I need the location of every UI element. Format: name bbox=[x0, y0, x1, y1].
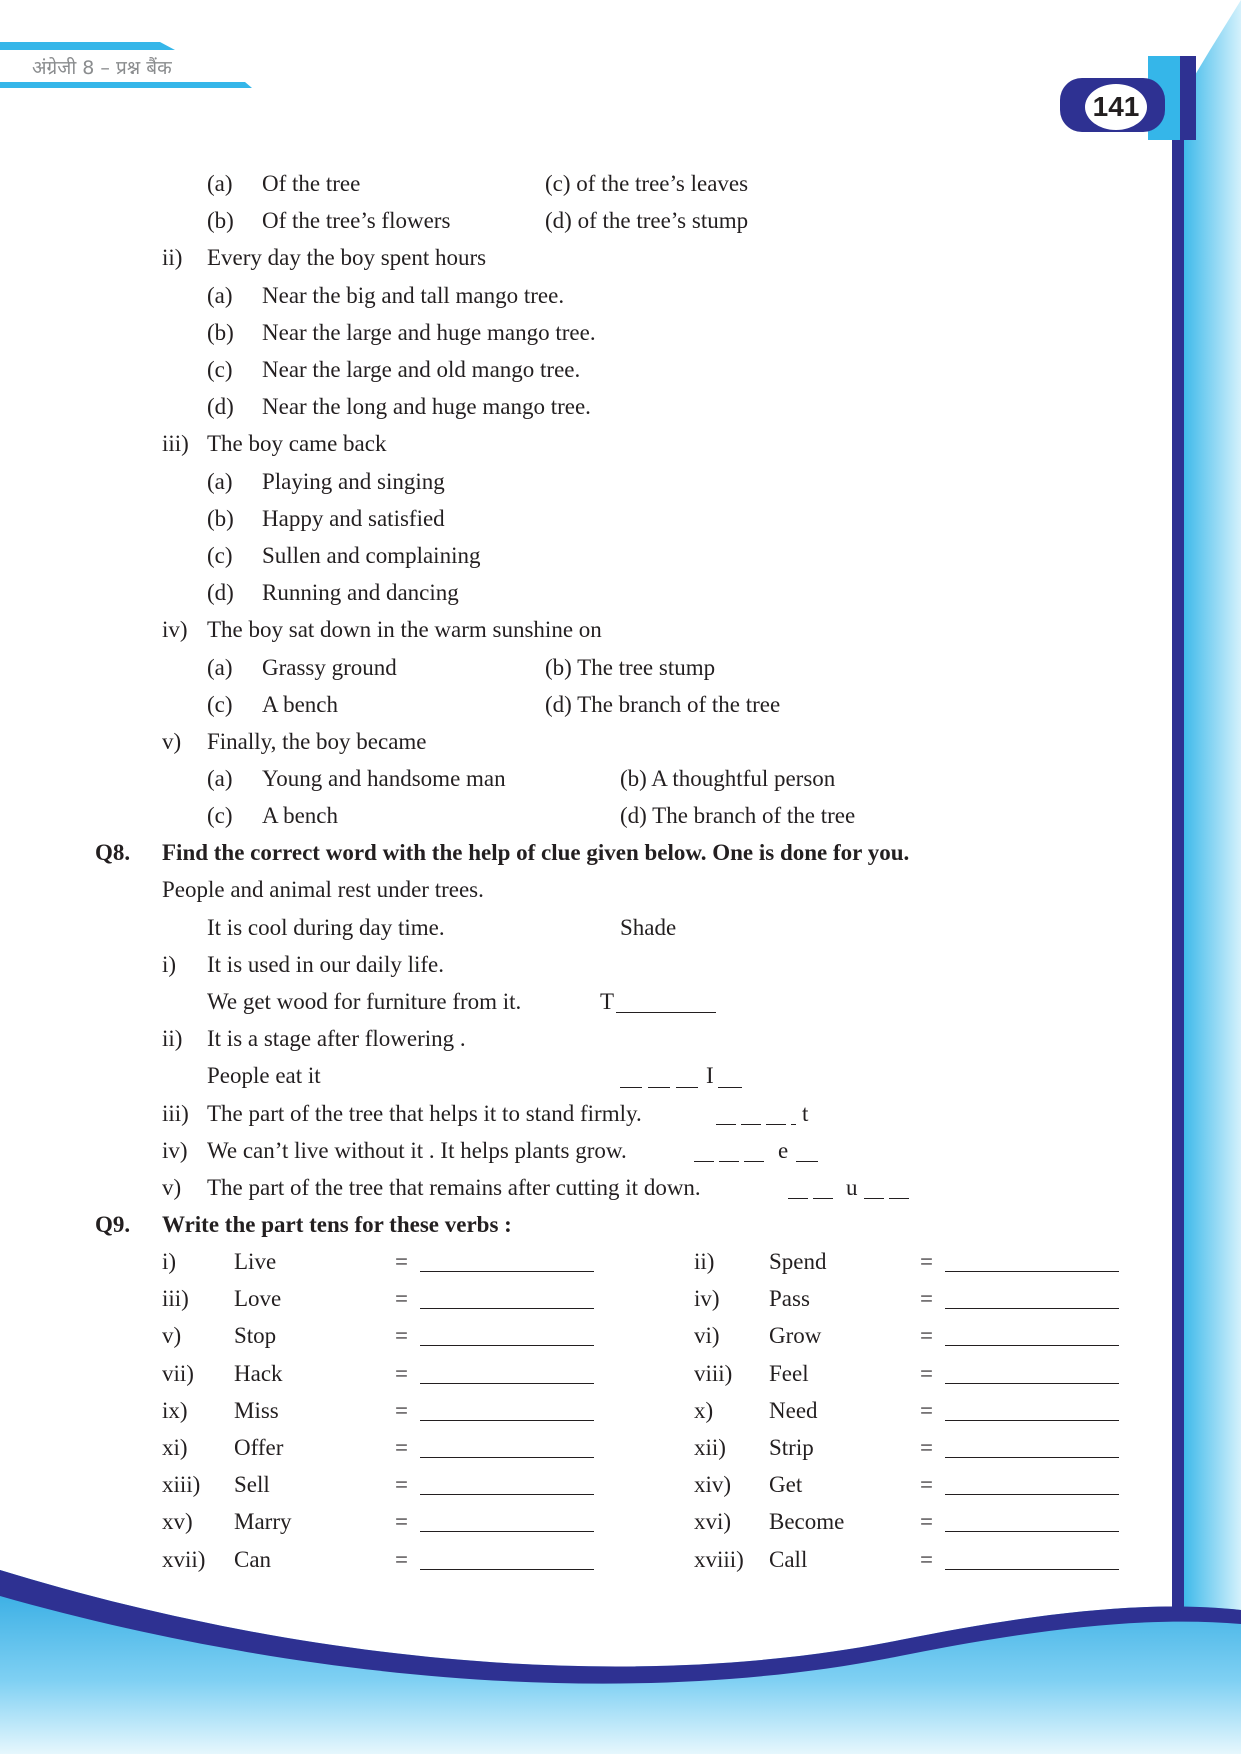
option-label: (a) bbox=[207, 766, 233, 791]
option-label: (c) bbox=[207, 357, 233, 382]
equals-sign: = bbox=[920, 1323, 933, 1349]
question-text: The boy sat down in the warm sunshine on bbox=[207, 617, 602, 642]
question-number: iv) bbox=[162, 617, 188, 642]
verb-word: Hack bbox=[234, 1360, 283, 1386]
equals-sign: = bbox=[395, 1546, 408, 1572]
answer-blank[interactable] bbox=[420, 1457, 594, 1458]
verb-word: Call bbox=[769, 1546, 808, 1572]
option-label: (a) bbox=[207, 171, 233, 196]
answer-hint: T bbox=[600, 989, 615, 1014]
answer-blank[interactable] bbox=[864, 1198, 884, 1199]
q8-example-answer: Shade bbox=[620, 915, 677, 940]
option-text: Running and dancing bbox=[262, 580, 459, 605]
verb-word: Spend bbox=[769, 1249, 827, 1274]
option-text: Playing and singing bbox=[262, 469, 445, 494]
verb-number: vi) bbox=[694, 1323, 720, 1349]
side-panel bbox=[1180, 0, 1241, 1754]
answer-blank[interactable] bbox=[945, 1271, 1119, 1272]
equals-sign: = bbox=[395, 1509, 408, 1535]
answer-blank[interactable] bbox=[813, 1198, 833, 1199]
question-number: iv) bbox=[162, 1138, 188, 1163]
verb-word: Get bbox=[769, 1472, 803, 1498]
option-text: A bench bbox=[262, 692, 339, 717]
option-text: Near the big and tall mango tree. bbox=[262, 283, 565, 308]
equals-sign: = bbox=[395, 1360, 408, 1386]
option-text: (c) of the tree’s leaves bbox=[545, 171, 749, 196]
verb-word: Live bbox=[234, 1249, 277, 1274]
q8-title: Find the correct word with the help of clue given below. One is done for you. bbox=[162, 840, 910, 865]
answer-blank[interactable] bbox=[766, 1124, 786, 1125]
verb-number: viii) bbox=[694, 1360, 733, 1386]
verb-number: xi) bbox=[162, 1435, 188, 1460]
equals-sign: = bbox=[395, 1397, 408, 1423]
equals-sign: = bbox=[920, 1509, 933, 1535]
q8-example-line: People and animal rest under trees. bbox=[162, 877, 484, 902]
equals-sign: = bbox=[395, 1286, 408, 1312]
answer-blank[interactable] bbox=[716, 1124, 736, 1125]
answer-blank[interactable] bbox=[420, 1569, 594, 1570]
answer-blank[interactable] bbox=[616, 1012, 716, 1013]
answer-blank[interactable] bbox=[420, 1345, 594, 1346]
verb-word: Miss bbox=[234, 1397, 279, 1423]
verb-word: Stop bbox=[234, 1323, 277, 1349]
verb-number: ii) bbox=[694, 1249, 715, 1274]
equals-sign: = bbox=[395, 1249, 408, 1274]
option-text: (d) of the tree’s stump bbox=[545, 208, 749, 233]
question-number: ii) bbox=[162, 1026, 183, 1051]
verb-number: xiii) bbox=[162, 1472, 201, 1498]
option-label: (d) bbox=[207, 394, 234, 419]
question-number: iii) bbox=[162, 1101, 189, 1126]
question-number: iii) bbox=[162, 431, 189, 456]
answer-blank[interactable] bbox=[945, 1494, 1119, 1495]
verb-number: xv) bbox=[162, 1509, 193, 1535]
verb-word: Marry bbox=[234, 1509, 292, 1535]
equals-sign: = bbox=[395, 1435, 408, 1460]
option-text: Young and handsome man bbox=[262, 766, 506, 791]
answer-blank[interactable] bbox=[945, 1457, 1119, 1458]
equals-sign: = bbox=[920, 1546, 933, 1572]
verb-word: Love bbox=[234, 1286, 282, 1312]
option-label: (c) bbox=[207, 543, 233, 568]
verb-word: Strip bbox=[769, 1435, 814, 1460]
verb-word: Sell bbox=[234, 1472, 270, 1498]
answer-blank[interactable] bbox=[741, 1124, 761, 1125]
equals-sign: = bbox=[395, 1323, 408, 1349]
option-label: (b) bbox=[207, 506, 234, 531]
option-text: (b) A thoughtful person bbox=[620, 766, 836, 791]
equals-sign: = bbox=[920, 1472, 933, 1498]
verb-number: vii) bbox=[162, 1360, 194, 1386]
verb-number: xvi) bbox=[694, 1509, 732, 1535]
answer-hint: t bbox=[802, 1101, 809, 1126]
q9-number: Q9. bbox=[95, 1212, 131, 1237]
question-number: v) bbox=[162, 1175, 182, 1200]
option-label: (a) bbox=[207, 283, 233, 308]
side-bar-dark bbox=[1172, 140, 1184, 1620]
clue-text: We can’t live without it . It helps plants grow. bbox=[207, 1138, 627, 1163]
page-number: 141 bbox=[1085, 84, 1147, 130]
verb-number: v) bbox=[162, 1323, 182, 1349]
verb-word: Can bbox=[234, 1546, 272, 1572]
answer-blank[interactable] bbox=[420, 1308, 594, 1309]
question-text: The boy came back bbox=[207, 431, 387, 456]
clue-text: The part of the tree that helps it to stand firmly. bbox=[207, 1101, 642, 1126]
clue-text: People eat it bbox=[207, 1063, 321, 1088]
answer-blank[interactable] bbox=[945, 1383, 1119, 1384]
verb-number: xii) bbox=[694, 1435, 726, 1460]
answer-blank[interactable] bbox=[420, 1531, 594, 1532]
question-number: i) bbox=[162, 952, 177, 977]
answer-blank[interactable] bbox=[420, 1383, 594, 1384]
q8-number: Q8. bbox=[95, 840, 131, 865]
verb-number: ix) bbox=[162, 1397, 188, 1423]
verb-number: xviii) bbox=[694, 1546, 744, 1572]
option-text: Sullen and complaining bbox=[262, 543, 481, 568]
answer-blank[interactable] bbox=[648, 1087, 670, 1088]
answer-blank[interactable] bbox=[796, 1161, 818, 1162]
answer-blank[interactable] bbox=[420, 1271, 594, 1272]
question-number: ii) bbox=[162, 245, 183, 270]
header-title: अंग्रेजी 8 – प्रश्न बैंक bbox=[32, 57, 172, 79]
q9-title: Write the part tens for these verbs : bbox=[162, 1212, 512, 1237]
option-label: (a) bbox=[207, 469, 233, 494]
answer-blank[interactable] bbox=[718, 1087, 742, 1088]
q8-example-line: It is cool during day time. bbox=[207, 915, 445, 940]
verb-word: Offer bbox=[234, 1435, 284, 1460]
verb-word: Become bbox=[769, 1509, 845, 1535]
answer-blank[interactable] bbox=[694, 1161, 714, 1162]
answer-blank[interactable] bbox=[791, 1124, 796, 1125]
answer-hint: I bbox=[706, 1063, 714, 1088]
page-tab-fold bbox=[1180, 56, 1196, 140]
answer-blank[interactable] bbox=[945, 1420, 1119, 1421]
option-text: Of the tree bbox=[262, 171, 361, 196]
option-text: Near the large and old mango tree. bbox=[262, 357, 581, 382]
clue-text: We get wood for furniture from it. bbox=[207, 989, 522, 1014]
option-label: (a) bbox=[207, 655, 233, 680]
answer-blank[interactable] bbox=[788, 1198, 808, 1199]
verb-word: Grow bbox=[769, 1323, 822, 1349]
option-text: A bench bbox=[262, 803, 339, 828]
answer-hint: u bbox=[846, 1175, 858, 1200]
answer-blank[interactable] bbox=[889, 1198, 909, 1199]
option-text: (d) The branch of the tree bbox=[545, 692, 781, 717]
equals-sign: = bbox=[920, 1360, 933, 1386]
answer-blank[interactable] bbox=[945, 1531, 1119, 1532]
clue-text: The part of the tree that remains after cutting it down. bbox=[207, 1175, 701, 1200]
option-label: (b) bbox=[207, 208, 234, 233]
question-text: Finally, the boy became bbox=[207, 729, 427, 754]
verb-word: Feel bbox=[769, 1360, 809, 1386]
answer-hint: e bbox=[778, 1138, 789, 1163]
option-text: (b) The tree stump bbox=[545, 655, 716, 680]
verb-word: Need bbox=[769, 1397, 818, 1423]
option-text: Grassy ground bbox=[262, 655, 397, 680]
option-label: (c) bbox=[207, 692, 233, 717]
answer-blank[interactable] bbox=[420, 1494, 594, 1495]
verb-number: xvii) bbox=[162, 1546, 206, 1572]
verb-number: xiv) bbox=[694, 1472, 732, 1498]
equals-sign: = bbox=[920, 1397, 933, 1423]
equals-sign: = bbox=[920, 1435, 933, 1460]
option-label: (d) bbox=[207, 580, 234, 605]
option-label: (c) bbox=[207, 803, 233, 828]
option-text: Near the long and huge mango tree. bbox=[262, 394, 591, 419]
equals-sign: = bbox=[920, 1286, 933, 1312]
verb-number: x) bbox=[694, 1397, 714, 1423]
answer-blank[interactable] bbox=[744, 1161, 764, 1162]
verb-number: iii) bbox=[162, 1286, 189, 1312]
verb-number: iv) bbox=[694, 1286, 720, 1312]
answer-blank[interactable] bbox=[945, 1345, 1119, 1346]
answer-blank[interactable] bbox=[620, 1087, 642, 1088]
option-text: Happy and satisfied bbox=[262, 506, 445, 531]
clue-text: It is used in our daily life. bbox=[207, 952, 444, 977]
option-text: Near the large and huge mango tree. bbox=[262, 320, 596, 345]
option-label: (b) bbox=[207, 320, 234, 345]
answer-blank[interactable] bbox=[420, 1420, 594, 1421]
option-text: (d) The branch of the tree bbox=[620, 803, 856, 828]
answer-blank[interactable] bbox=[676, 1087, 698, 1088]
bottom-wave bbox=[0, 1570, 1241, 1754]
answer-blank[interactable] bbox=[719, 1161, 739, 1162]
answer-blank[interactable] bbox=[945, 1569, 1119, 1570]
clue-text: It is a stage after flowering . bbox=[207, 1026, 466, 1051]
equals-sign: = bbox=[395, 1472, 408, 1498]
option-text: Of the tree’s flowers bbox=[262, 208, 451, 233]
verb-number: i) bbox=[162, 1249, 177, 1274]
verb-word: Pass bbox=[769, 1286, 810, 1312]
answer-blank[interactable] bbox=[945, 1308, 1119, 1309]
equals-sign: = bbox=[920, 1249, 933, 1274]
question-number: v) bbox=[162, 729, 182, 754]
question-text: Every day the boy spent hours bbox=[207, 245, 487, 270]
